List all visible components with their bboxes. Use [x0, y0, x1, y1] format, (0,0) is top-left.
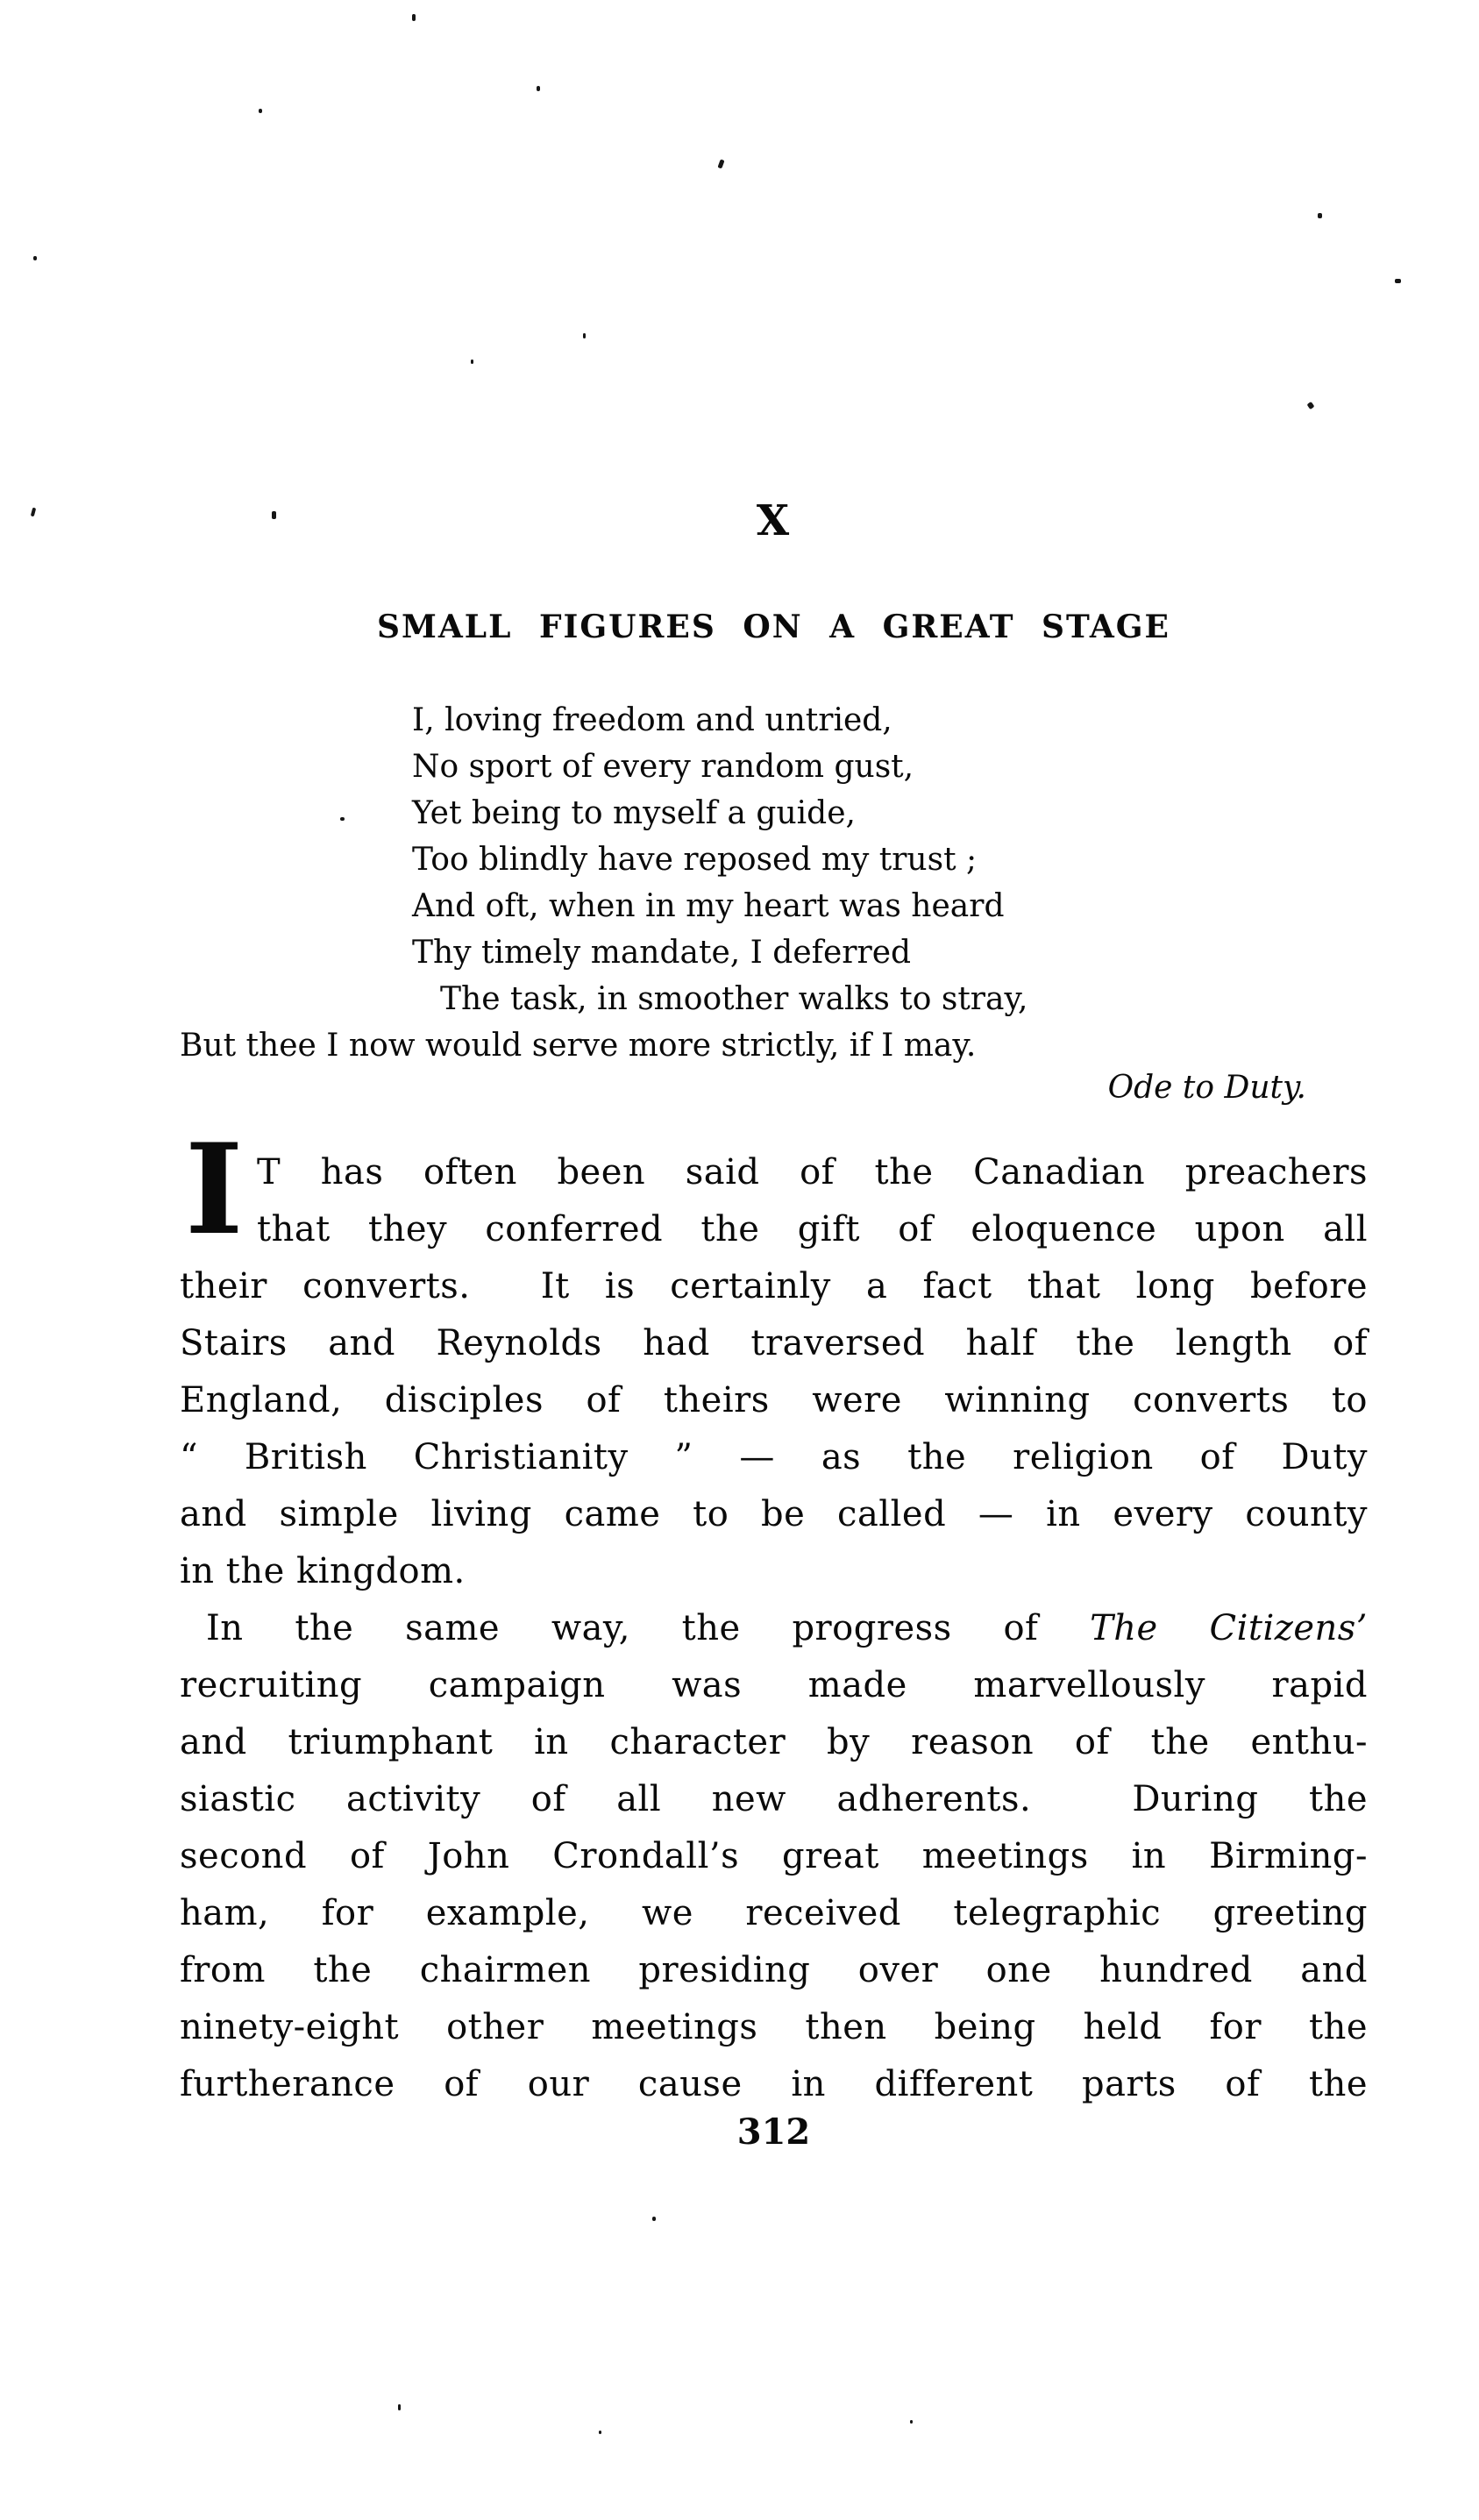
- text-line: And oft, when in my heart was heard: [412, 888, 1005, 924]
- scan-speck: [583, 333, 586, 338]
- body-text: [180, 1144, 1368, 2113]
- italic-text: The Citizens’: [1090, 1608, 1368, 1648]
- paragraph-2: [180, 1600, 1368, 2113]
- chapter-title: SMALL FIGURES ON A GREAT STAGE: [377, 609, 1170, 645]
- scan-speck: [537, 86, 540, 91]
- scan-speck: [31, 508, 36, 517]
- text-line: Too blindly have reposed my trust ;: [412, 842, 978, 878]
- drop-cap-initial: I: [185, 1117, 244, 1263]
- text-line: their converts. It is certainly a fact that long before: [180, 1266, 1368, 1306]
- text-line: recruiting campaign was made marvellously rapid: [180, 1665, 1368, 1705]
- text-line: I, loving freedom and untried,: [412, 702, 892, 738]
- page-number: 312: [736, 2111, 811, 2153]
- scan-speck: [652, 2217, 656, 2221]
- text-line: from the chairmen presiding over one hundred and: [180, 1950, 1368, 1990]
- text-line: furtherance of our cause in different parts of the: [180, 2064, 1368, 2104]
- text-segment: In the same way, the progress of: [206, 1608, 1091, 1648]
- scan-speck: [1395, 279, 1401, 283]
- scan-speck: [717, 159, 724, 168]
- scan-speck: [599, 2431, 601, 2434]
- epigraph-attribution: Ode to Duty.: [1107, 1070, 1306, 1106]
- text-line: siastic activity of all new adherents. During the: [180, 1779, 1368, 1819]
- text-line: No sport of every random gust,: [412, 749, 914, 785]
- text-line: But thee I now would serve more strictly, if I may.: [180, 1028, 977, 1064]
- text-line: T has often been said of the Canadian preachers: [257, 1152, 1368, 1192]
- scan-speck: [910, 2420, 913, 2424]
- scan-speck: [33, 256, 37, 260]
- text-line: ninety-eight other meetings then being held for the: [180, 2007, 1368, 2047]
- text-line: ham, for example, we received telegraphic greeting: [180, 1893, 1368, 1933]
- epigraph-poem: [180, 697, 1028, 1069]
- scan-speck: [272, 511, 276, 519]
- scan-speck: [1307, 402, 1315, 409]
- scan-speck: [259, 109, 262, 113]
- scan-speck: [1318, 213, 1322, 218]
- text-line: The task, in smoother walks to stray,: [440, 981, 1028, 1017]
- text-line: second of John Crondall’s great meetings in Birming-: [180, 1836, 1368, 1876]
- text-line: in the kingdom.: [180, 1551, 466, 1591]
- scan-speck: [340, 817, 345, 821]
- scan-speck: [471, 359, 473, 364]
- text-line: and simple living came to be called — in every county: [180, 1494, 1368, 1534]
- paragraph-1: [180, 1144, 1368, 1600]
- text-line: Thy timely mandate, I deferred: [412, 935, 912, 971]
- text-line: that they conferred the gift of eloquence upon all: [257, 1209, 1368, 1249]
- text-line: Yet being to myself a guide,: [412, 795, 856, 831]
- text-line: and triumphant in character by reason of the enthu-: [180, 1722, 1368, 1762]
- text-line: [180, 1600, 1368, 1657]
- chapter-number: X: [756, 496, 792, 545]
- scan-speck: [398, 2404, 401, 2410]
- text-line: Stairs and Reynolds had traversed half the length of: [180, 1323, 1368, 1363]
- scan-speck: [412, 14, 416, 21]
- text-line: “ British Christianity ” — as the religion of Duty: [180, 1437, 1368, 1477]
- text-line: England, disciples of theirs were winning converts to: [180, 1380, 1368, 1420]
